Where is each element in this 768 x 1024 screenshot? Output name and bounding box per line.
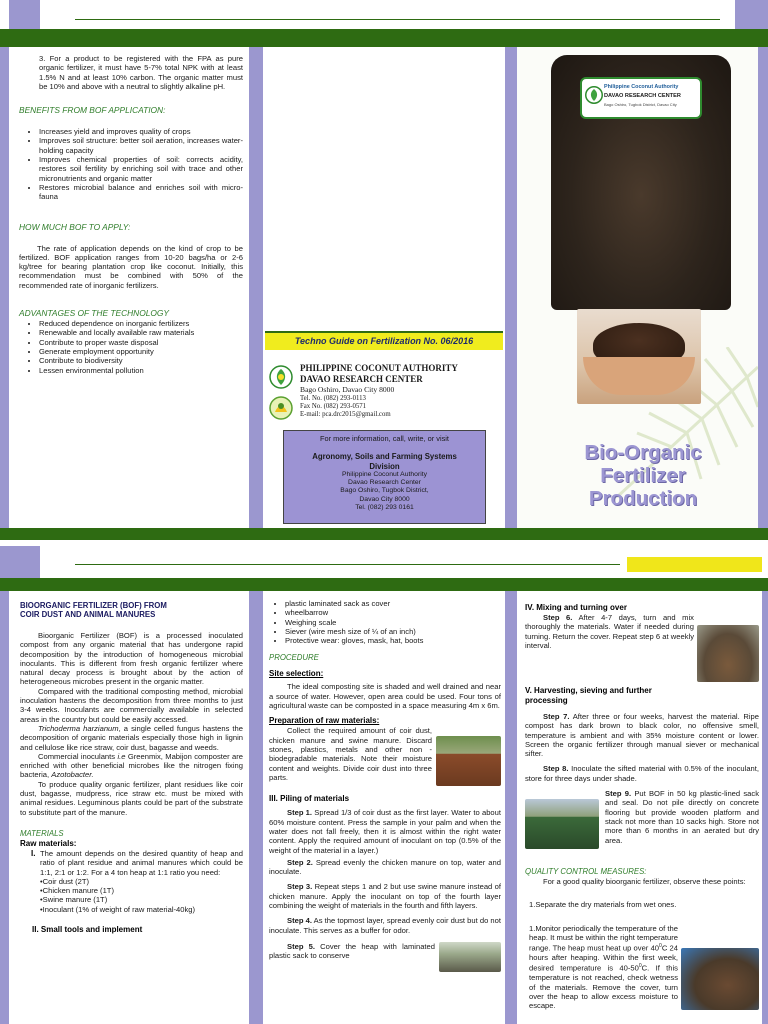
title-line: Fertilizer	[600, 464, 686, 487]
list-item: • Contribute to proper waste disposal	[39, 338, 243, 347]
step-text: Repeat steps 1 and 2 but use swine manure instead of chicken manure. Apply the inoculant on top of the fourth layer combining the weight of materials in the fourth and fifth layers.	[269, 882, 501, 911]
panel-top-3	[517, 47, 758, 528]
bof-trichoderma	[20, 724, 243, 752]
list-item: • Restores microbial balance and enriches soil with micro-fauna	[39, 183, 243, 202]
thermometer-photo	[681, 948, 759, 1010]
qc-point-1: 1.Separate the dry materials from wet ones.	[529, 900, 677, 910]
org-name: PHILIPPINE COCONUT AUTHORITY	[300, 363, 458, 373]
step-text: Spread 1/3 of coir dust as the first layer. Water to about 60% moisture content. Press the sample in your palm and when the water does not fall freely, then it is almost within the right water content. Apply the required amount of inoculant on top (0.5% of the weight of the material in a layer.)	[269, 808, 501, 855]
bof-heading-1: BIOORGANIC FERTILIZER (BOF) FROM	[20, 601, 167, 610]
tools-list	[269, 599, 501, 645]
green-band-top	[0, 29, 768, 47]
raw-item: •Swine manure (1T)	[40, 895, 108, 905]
raw-text: The amount depends on the desired quantity of heap and ratio of plant residue and animal manures which could be 1:1, 2:1 or 1:2. For a 4 ton heap at 1:1 ratio you need:	[40, 848, 243, 877]
prep-text: Collect the required amount of coir dust, chicken manure and swine manure. Discard stones, plastics, metals and other non -biodegradable materials. Note their moisture content and weights. Divide coir dust into three parts.	[269, 726, 432, 782]
qc-heading: QUALITY CONTROL MEASURES:	[525, 867, 647, 877]
bag-label-line-2: DAVAO RESEARCH CENTER	[604, 93, 681, 99]
yellow-accent-bar	[627, 557, 762, 572]
prep-heading: Preparation of raw materials:	[269, 716, 380, 726]
benefits-list	[19, 127, 243, 201]
step-1	[269, 808, 501, 854]
hands	[583, 357, 695, 395]
step-8	[525, 764, 759, 783]
site-selection-heading: Site selection:	[269, 669, 324, 679]
pca-logo	[269, 365, 293, 389]
list-item: • Protective wear: gloves, mask, hat, boots	[285, 636, 501, 645]
qc-text: 1.Monitor periodically the temperature of the heap. It must be within the right temperature range. The heap must heat up over 40	[529, 923, 678, 953]
benefits-heading: BENEFITS FROM BOF APPLICATION:	[19, 105, 166, 116]
lavender-side-left-top	[0, 47, 9, 540]
list-item: • Generate employment opportunity	[39, 347, 243, 356]
coir-dust-pile-photo	[436, 736, 501, 786]
procedure-heading: PROCEDURE	[269, 653, 319, 663]
harvest-heading: V. Harvesting, sieving and further processing	[525, 686, 652, 705]
qc-point-2-block	[525, 924, 759, 1011]
green-band-bottom	[0, 578, 768, 591]
panel-bottom-1	[9, 591, 249, 1024]
step-6-block	[525, 613, 759, 682]
step-label: Step 6.	[543, 613, 573, 622]
contact-line: Davao Research Center	[348, 479, 421, 487]
bof-intro: Bioorganic Fertilizer (BOF) is a processed inoculated compost from any organic material that has undergone rapid decomposition by the introduction of homogeneous microbial inoculants. This is different from fresh organic fertilizer where natural decay process is brought about by the action of heterogeneous microbes present in the organic matter.	[20, 631, 243, 687]
bag-label-line-3: Bago Oshiro, Tugbok District, Davao City	[604, 102, 677, 107]
list-item: • plastic laminated sack as cover	[285, 599, 501, 608]
step-9-block	[525, 789, 759, 849]
panel-top-1	[9, 47, 249, 528]
step-text: After 4-7 days, turn and mix thoroughly the materials. Water if needed during turning. Return the cover. Repeat step 6 at weekly interval.	[525, 613, 694, 650]
raw-numeral: I.	[31, 848, 36, 858]
mixing-heading: IV. Mixing and turning over	[525, 603, 627, 612]
info-box	[283, 430, 486, 524]
step-text: Spread evenly the chicken manure on top, water and inoculate.	[269, 857, 501, 877]
list-item: • Siever (wire mesh size of ¼ of an inch)	[285, 627, 501, 636]
lavender-block-top-left	[9, 0, 40, 29]
list-item: • Improves chemical properties of soil: corrects acidity, restores soil fertility by enriching soil with trace and other micronutrients and organic matter	[39, 155, 243, 183]
step-7	[525, 712, 759, 758]
trichoderma-text: , a single celled fungus hastens the decomposition of organic materials especially those high in lignin and cellulose like rice straw, coir dust, bagasse and weeds.	[20, 723, 243, 752]
pca-logo-icon	[269, 365, 293, 389]
step-text: As the topmost layer, spread evenly coir dust but do not inoculate. This serves as a buffer for odor.	[269, 916, 501, 935]
step-label: Step 9.	[605, 789, 632, 799]
panel-top-2	[263, 47, 505, 528]
bag-label	[580, 77, 702, 119]
advantages-list	[19, 319, 243, 375]
list-item: • Increases yield and improves quality of crops	[39, 127, 243, 136]
contact-line: Davao City 8000	[359, 495, 410, 503]
piling-heading: III. Piling of materials	[269, 794, 350, 804]
turning-heap-photo	[697, 625, 759, 682]
green-band-top-bottom-edge	[0, 528, 768, 540]
advantages-heading: ADVANTAGES OF THE TECHNOLOGY	[19, 308, 169, 319]
list-item: • Weighing scale	[285, 618, 501, 627]
bottom-rule	[75, 564, 620, 565]
title-line: Bio-Organic	[584, 441, 702, 464]
step-5-block	[269, 942, 501, 961]
drc-logo-icon	[269, 396, 293, 420]
title-line: Production	[588, 487, 698, 510]
center-name: DAVAO RESEARCH CENTER	[300, 374, 423, 384]
commercial-a: Commercial inoculants	[38, 751, 116, 761]
step-text: Cover the heap with laminated plastic sack to conserve	[269, 941, 435, 961]
lavender-gutter-2-top	[505, 47, 517, 540]
division-name: Agronomy, Soils and Farming Systems Division	[312, 452, 457, 471]
lavender-side-right-bottom	[762, 591, 768, 1024]
bof-commercial	[20, 752, 243, 780]
list-item: • wheelbarrow	[285, 608, 501, 617]
guide-title-bar	[265, 331, 503, 350]
list-item: • Reduced dependence on inorganic fertilizers	[39, 319, 243, 328]
org-tel: Tel. No. (082) 293-0113	[300, 395, 366, 402]
bof-heading-2: COIR DUST AND ANIMAL MANURES	[20, 610, 156, 619]
lavender-side-left-bottom	[0, 591, 9, 1024]
site-selection-text: The ideal composting site is shaded and well drained and near a source of water. However, open area could be used. Four tons of agricultural waste can be composted in a space measuring 4m x 6m.	[269, 682, 501, 711]
raw-materials-block	[20, 849, 243, 914]
list-item: • Lessen environmental pollution	[39, 366, 243, 375]
step-text: After three or four weeks, harvest the material. Ripe compost has dark brown to black color, no offensive smell, temperature is ambient and with 35% moisture content or lower. Screen the organic fertilizer through manual siever or mechanical sifter.	[525, 712, 759, 759]
contact-line: Philippine Coconut Authority	[341, 471, 427, 478]
panel-bottom-3	[517, 591, 762, 1024]
qc-intro: For a good quality bioorganic fertilizer, observe these points:	[543, 877, 746, 887]
step-3	[269, 882, 501, 910]
step-label: Step 3.	[287, 882, 313, 892]
materials-heading: MATERIALS	[20, 828, 64, 838]
how-much-text: The rate of application depends on the kind of crop to be fertilized. BOF application ranges from 10-20 bags/ha or 2-6 kg/tree for bearing plantation crop like coconut. Initially, this recommendation must be combined with 50% of the recommended rate of inorganic fertilizers.	[19, 243, 243, 290]
qc-text: C 24 hours after heaping. Within the first week, desired temperature is 40-50	[529, 943, 678, 973]
commercial-b: Greenmix, Mabijon composter are enriched with other beneficial microbes like the nitrogen fixing bacteria,	[20, 751, 243, 780]
fertilizer-bag-photo	[551, 55, 731, 310]
step-label: Step 8.	[543, 764, 569, 774]
contact-line: Bago Oshiro, Tugbok District,	[340, 487, 429, 495]
lavender-gutter-1-bottom	[249, 591, 263, 1024]
hands-soil-photo	[577, 309, 701, 404]
lavender-side-right-top	[758, 47, 768, 540]
qc-text: C. If this temperature is not reached, check wetness of the materials. Remove the cover, turn over the heap to allow excess moisture to escape.	[529, 963, 678, 1011]
org-address: Bago Oshiro, Davao City 8000	[300, 385, 395, 394]
step-4	[269, 916, 501, 935]
raw-item: •Inoculant (1% of weight of raw material-40kg)	[40, 904, 196, 914]
lavender-gutter-2-bottom	[505, 591, 517, 1024]
step-text: Put BOF in 50 kg plastic-lined sack and seal. Do not pile directly on concrete flooring but provide wooden platform and stack not more than 10 sacks high. Store not more than 6 months in an aerated but dry area.	[605, 789, 759, 845]
degree-sign: 0	[638, 963, 642, 970]
commercial-ie: i.e	[117, 751, 126, 761]
drc-logo	[269, 396, 293, 420]
how-much-heading: HOW MUCH BOF TO APPLY:	[19, 221, 131, 232]
lavender-gutter-1-top	[249, 47, 263, 540]
covered-heap-photo	[439, 942, 501, 972]
guide-title: Techno Guide on Fertilization No. 06/2016	[294, 336, 474, 346]
lavender-block-top-right	[735, 0, 768, 29]
top-rule	[75, 19, 720, 20]
raw-item: •Chicken manure (1T)	[40, 886, 114, 896]
bof-produce: To produce quality organic fertilizer, plant residues like coir dust, bagasse, mudpress, rice straw etc. must be mixed with animal residues. Leguminous plants could be part of the substrate to substitute part of the manure.	[20, 779, 243, 817]
fpa-requirement-text: 3. For a product to be registered with the FPA as pure organic fertilizer, it must have 5-7% total NPK with at least 1.5% N and at least 10% carbon. The organic matter must be 10% and above with a neutral to slightly alkaline pH.	[39, 54, 243, 91]
info-intro: For more information, call, write, or visit	[320, 434, 449, 443]
contact-line: Tel. (082) 293 0161	[355, 503, 414, 511]
trichoderma-name: Trichoderma harzianum	[38, 723, 119, 733]
list-item: • Contribute to biodiversity	[39, 356, 243, 365]
step-label: Step 7.	[543, 712, 570, 721]
raw-item: •Coir dust (2T)	[40, 876, 90, 886]
bagging-photo	[525, 799, 599, 849]
step-label: Step 1.	[287, 808, 313, 818]
raw-materials-heading: Raw materials:	[20, 838, 77, 848]
bof-compared: Compared with the traditional composting method, microbial inoculation hastens the decomposition from three months to just 3-4 weeks. Inoculants are commercially available in selected areas in the country but could be easily accessed.	[20, 686, 243, 724]
azotobacter: Azotobacter.	[51, 770, 94, 780]
list-item: • Renewable and locally available raw materials	[39, 328, 243, 337]
step-label: Step 4.	[287, 916, 312, 926]
step-2	[269, 858, 501, 877]
step-label: Step 2.	[287, 857, 313, 867]
list-item: • Improves soil structure: better soil aeration, increases water-holding capacity	[39, 136, 243, 155]
org-email: E-mail: pca.drc2015@gmail.com	[300, 411, 391, 418]
bag-label-line-1: Philippine Coconut Authority	[604, 84, 679, 90]
org-fax: Fax No. (082) 293-0571	[300, 403, 367, 410]
step-text: Inoculate the sifted material with 0.5% of the inoculant, store for three days under shade.	[525, 764, 759, 783]
step-label: Step 5.	[287, 941, 315, 951]
tools-heading: II. Small tools and implement	[32, 925, 143, 935]
panel-bottom-2	[263, 591, 505, 1024]
prep-block	[269, 726, 501, 788]
pca-logo-icon	[585, 86, 603, 104]
brochure-title	[543, 441, 743, 510]
lavender-block-bottom-left	[0, 546, 40, 578]
degree-sign: 0	[659, 943, 662, 950]
org-block	[300, 363, 500, 419]
